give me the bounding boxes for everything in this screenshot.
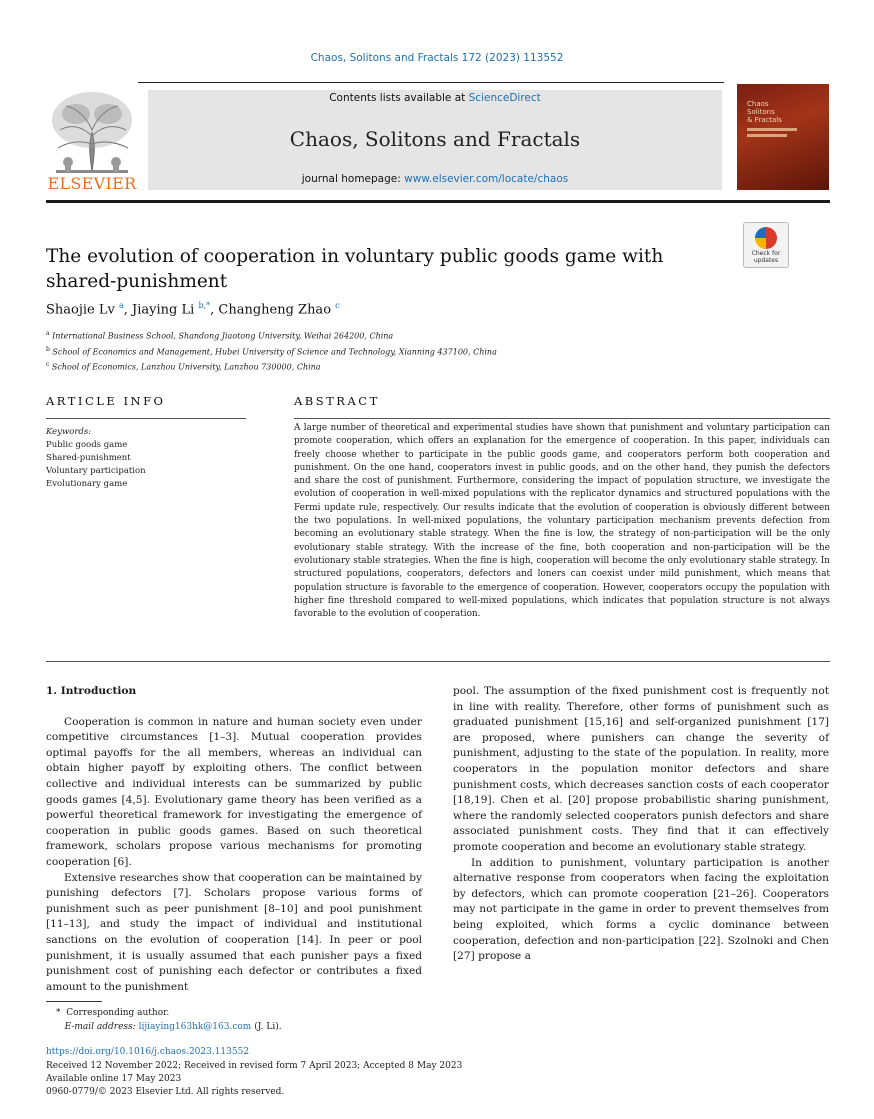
email-link[interactable]: lijiaying163hk@163.com bbox=[138, 1022, 252, 1032]
keyword-item: Public goods game bbox=[46, 440, 128, 450]
corresponding-label: Corresponding author. bbox=[66, 1008, 170, 1018]
footnote-line bbox=[56, 1006, 282, 1020]
affiliation-mark: a bbox=[46, 330, 50, 337]
article-info-heading: ARTICLE INFO bbox=[46, 394, 166, 408]
email-suffix: (J. Li). bbox=[251, 1022, 282, 1032]
cover-title: Chaos Solitons & Fractals bbox=[747, 100, 782, 124]
journal-homepage-line bbox=[148, 173, 722, 185]
article-dates bbox=[46, 1060, 462, 1099]
keyword-item: Voluntary participation bbox=[46, 466, 146, 476]
contents-available-line bbox=[148, 92, 722, 104]
affiliation-list bbox=[46, 327, 497, 374]
affiliation-item bbox=[46, 358, 497, 374]
body-paragraph: In addition to punishment, voluntary participation is another alternative response from cooperators when facing the exploitation by defectors, which can promote cooperation [21–26]. Cooperators may not participate in the game in order to prevent themselves from being exploited, which forms a cyclic dominance between cooperation, defection and non-participation [22]. Szolnoki and Chen [27] propose a bbox=[453, 856, 829, 963]
author-affiliation-mark[interactable]: c bbox=[335, 301, 340, 310]
masthead-top-rule bbox=[138, 82, 724, 83]
footnote-mark: * bbox=[56, 1008, 61, 1018]
cover-decor-bar bbox=[747, 134, 787, 137]
doi-link[interactable]: https://doi.org/10.1016/j.chaos.2023.113552 bbox=[46, 1047, 250, 1057]
affiliation-item bbox=[46, 327, 497, 343]
homepage-prefix: journal homepage: bbox=[301, 173, 405, 185]
abstract-heading: ABSTRACT bbox=[294, 394, 380, 408]
check-for-updates-badge[interactable] bbox=[743, 222, 789, 268]
history-line: Received 12 November 2022; Received in revised form 7 April 2023; Accepted 8 May 2023 bbox=[46, 1061, 463, 1071]
body-paragraph: pool. The assumption of the fixed punishment cost is frequently not in line with reality. Therefore, other forms of punishment such as graduated punishment [15,16] and self-organized punishment [17] are proposed, where punishers can change the severity of punishment, adjusting to the state of the population. In reality, more cooperators in the population monitor defectors and share punishment costs, which decreases sanction costs of each cooperator [18,19]. Chen et al. [20] propose probabilistic sharing punishment, where the randomly selected cooperators punish defectors and share associated punishment costs. They find that it can effectively promote cooperation and become an evolutionary stable strategy. bbox=[453, 685, 829, 853]
body-paragraph: Extensive researches show that cooperation can be maintained by punishing defectors [7]. Scholars propose various forms of punishment such as peer punishment [8–10] and pool punishment [11–13], and study the impact of individual and institutional sanctions on the evolution of cooperation [14]. In peer or pool punishment, it is usually assumed that each punisher pays a fixed punishment cost of punishing each defector or contributes a fixed amount to the punishment bbox=[46, 871, 422, 993]
affiliation-mark: c bbox=[46, 361, 50, 369]
author-separator: , bbox=[123, 302, 133, 318]
article-title: The evolution of cooperation in voluntary public goods game with shared-punishment bbox=[46, 246, 664, 292]
journal-name: Chaos, Solitons and Fractals bbox=[289, 127, 581, 151]
email-label: E-mail address: bbox=[64, 1022, 136, 1032]
keyword-item: Evolutionary game bbox=[46, 479, 128, 489]
keywords-block bbox=[46, 426, 146, 491]
affiliation-text: International Business School, Shandong Jiaotong University, Weihai 264200, China bbox=[52, 331, 394, 341]
journal-citation[interactable]: Chaos, Solitons and Fractals 172 (2023) 113552 bbox=[310, 52, 564, 64]
check-for-updates-label: Check for updates bbox=[751, 250, 781, 264]
crossmark-icon bbox=[755, 227, 777, 249]
keyword-item: Shared-punishment bbox=[46, 453, 131, 463]
masthead-bottom-rule bbox=[46, 200, 830, 203]
author-name[interactable]: Changheng Zhao bbox=[218, 302, 332, 318]
journal-cover-thumbnail[interactable] bbox=[737, 84, 829, 190]
keywords-label: Keywords: bbox=[46, 427, 92, 437]
author-separator: , bbox=[210, 302, 219, 318]
affiliation-text: School of Economics and Management, Hubei University of Science and Technology, Xianning 437100, China bbox=[52, 347, 497, 357]
abstract-rule bbox=[294, 418, 830, 419]
abstract-text: A large number of theoretical and experimental studies have shown that punishment and voluntary participation can promote cooperation, which offers an explanation for the emergence of cooperation. In this paper, individuals can freely choose whether to participate in the public goods game, and cooperators perform both cooperation and punishment. On the one hand, cooperators invest in public goods, and on the other hand, they punish the defectors and share the cost of punishment. Furthermore, considering the impact of population structure, we investigate the evolution of cooperation in well-mixed populations with the replicator dynamics and structured populations with the Fermi update rule, respectively. Our results indicate that the evolution of cooperation is obviously different between the two populations. In well-mixed populations, the voluntary participation mechanism prevents defection from becoming an evolutionary stable strategy. When the fine is low, the strategy of non-participation will be the only evolutionary stable strategy. With the increase of the fine, both cooperation and non-participation will be the evolutionary stable strategies. When the fine is high, cooperation will become the only evolutionary stable strategy. In structured populations, cooperators, defectors and loners can coexist under mild punishment, which means that population structure is favorable to the emergence of cooperation. However, cooperators occupy the population with higher fine threshold compared to well-mixed populations, which indicates that population structure is not always favorable to the evolution of cooperation. bbox=[294, 423, 830, 620]
author-affiliation-mark[interactable]: a bbox=[119, 301, 124, 310]
footnote-rule bbox=[46, 1001, 102, 1002]
author-list bbox=[46, 301, 340, 317]
section-heading-introduction: 1. Introduction bbox=[46, 685, 137, 697]
article-info-rule bbox=[46, 418, 246, 419]
publisher-wordmark[interactable]: ELSEVIER bbox=[47, 174, 137, 193]
contents-prefix: Contents lists available at bbox=[329, 92, 469, 104]
abstract-bottom-rule bbox=[46, 661, 830, 662]
author-name[interactable]: Jiaying Li bbox=[132, 302, 195, 318]
affiliation-text: School of Economics, Lanzhou University, Lanzhou 730000, China bbox=[51, 362, 321, 372]
footnote-email-line bbox=[56, 1020, 282, 1034]
affiliation-item bbox=[46, 343, 497, 359]
cover-decor-bar bbox=[747, 128, 797, 131]
body-column-left bbox=[46, 684, 422, 995]
affiliation-mark: b bbox=[46, 345, 50, 353]
sciencedirect-link[interactable]: ScienceDirect bbox=[468, 92, 541, 104]
journal-homepage-link[interactable]: www.elsevier.com/locate/chaos bbox=[404, 173, 569, 185]
copyright-line: 0960-0779/© 2023 Elsevier Ltd. All rights reserved. bbox=[46, 1087, 285, 1097]
author-affiliation-mark[interactable]: b,* bbox=[198, 301, 211, 310]
body-column-right bbox=[453, 684, 829, 965]
body-paragraph: Cooperation is common in nature and human society even under competitive circumstances [1–3]. Mutual cooperation provides optimal payoffs for the all members, whereas an individual can obtain higher payoff by exploiting others. The conflict between collective and individual interests can be summarized by public goods games [4,5]. Evolutionary game theory has been verified as a powerful theoretical framework for investigating the emergence of cooperation in public goods games. Based on such theoretical framework, scholars propose various mechanisms for promoting cooperation [6]. bbox=[46, 715, 422, 868]
available-online-line: Available online 17 May 2023 bbox=[46, 1074, 182, 1084]
author-name[interactable]: Shaojie Lv bbox=[46, 302, 115, 318]
corresponding-author-footnote bbox=[56, 1006, 282, 1034]
